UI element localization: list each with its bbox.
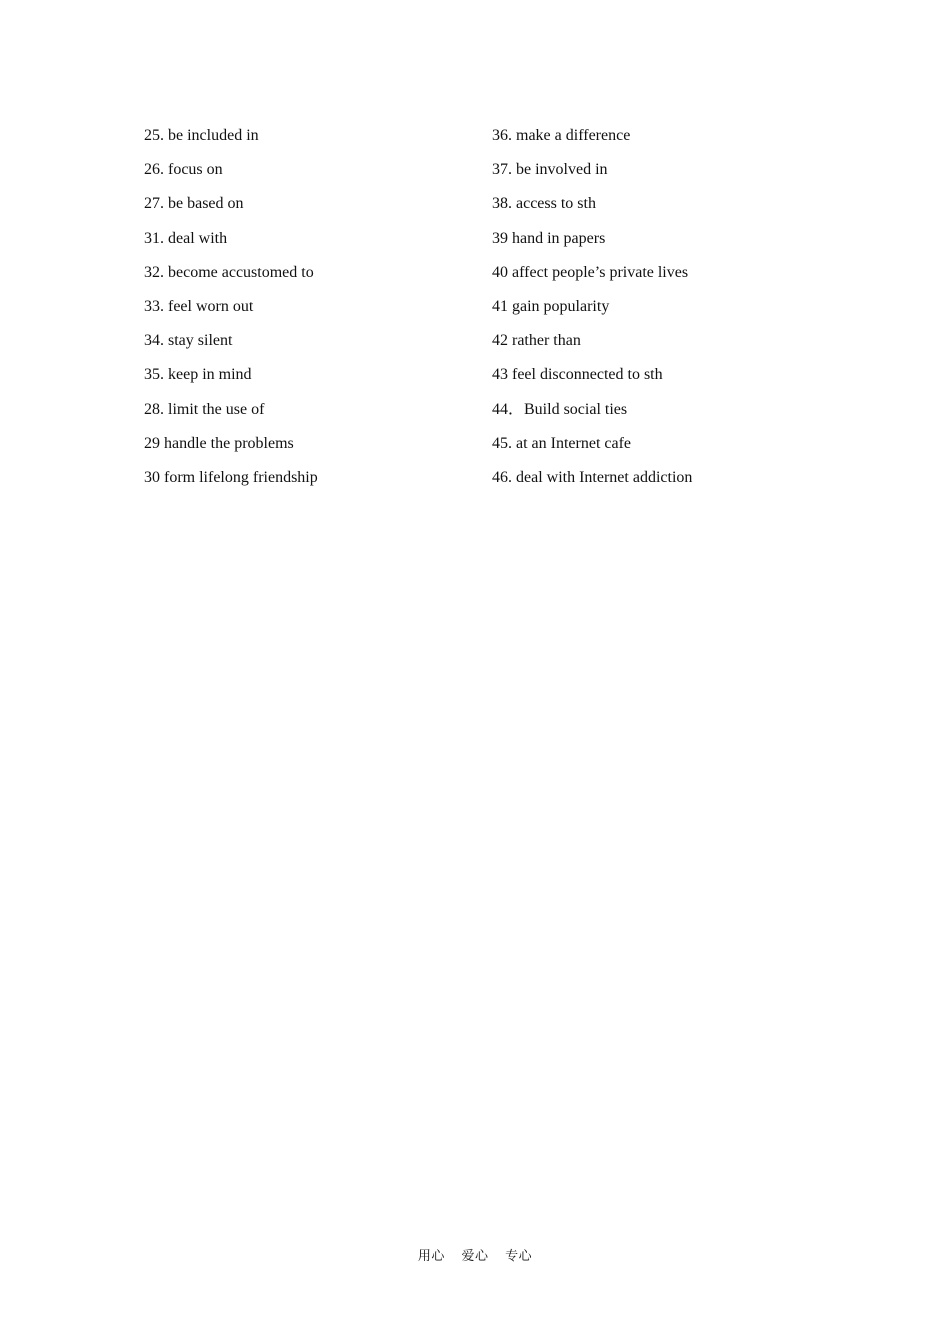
phrase-item: 42 rather than [492,332,581,350]
phrase-item: 44．Build social ties [492,400,628,418]
phrase-item: 36. make a difference [492,127,631,145]
phrase-row [144,187,784,221]
phrase-row [144,324,784,358]
phrase-item: 29 handle the problems [144,434,294,452]
phrase-row [144,290,784,324]
phrase-item: 38. access to sth [492,195,596,213]
phrase-item: 33. feel worn out [144,298,254,316]
phrase-item: 46. deal with Internet addiction [492,468,693,486]
phrase-row [144,427,784,461]
phrase-row [144,153,784,187]
phrase-item: 34. stay silent [144,332,233,350]
phrase-item: 28. limit the use of [144,400,265,418]
phrase-list [144,119,784,495]
phrase-item: 37. be involved in [492,161,608,179]
phrase-item: 31. deal with [144,229,228,247]
phrase-item: 39 hand in papers [492,229,606,247]
phrase-item: 45. at an Internet cafe [492,434,632,452]
phrase-item: 27. be based on [144,195,244,213]
phrase-item: 35. keep in mind [144,366,252,384]
phrase-row [144,256,784,290]
phrase-row [144,222,784,256]
page-footer: 用心 爱心 专心 [417,1249,533,1264]
phrase-item: 26. focus on [144,161,223,179]
phrase-row [144,119,784,153]
phrase-item: 30 form lifelong friendship [144,468,318,486]
phrase-row [144,461,784,495]
phrase-item: 25. be included in [144,127,259,145]
phrase-row [144,393,784,427]
phrase-item: 41 gain popularity [492,298,610,316]
phrase-row [144,358,784,392]
phrase-item: 32. become accustomed to [144,263,314,281]
phrase-item: 40 affect people’s private lives [492,263,689,281]
phrase-item: 43 feel disconnected to sth [492,366,663,384]
